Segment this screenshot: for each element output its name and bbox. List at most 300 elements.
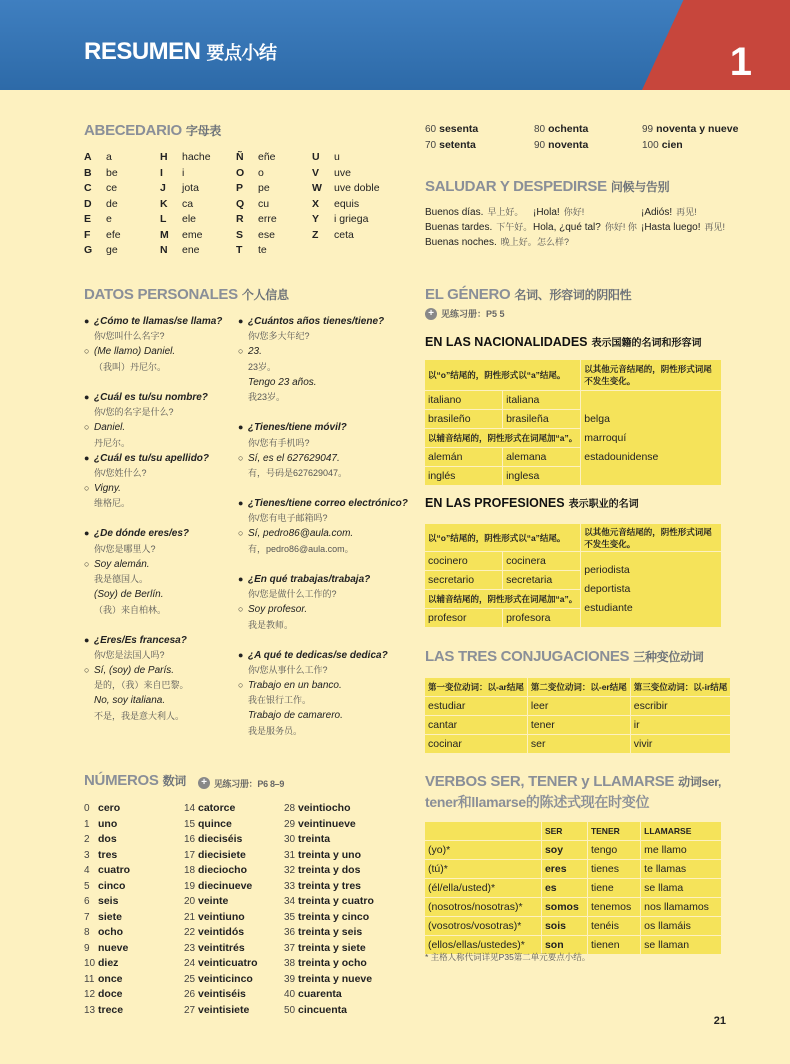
- bullet-icon: ●: [84, 452, 90, 463]
- number-word: ocho: [98, 926, 124, 938]
- number-row: [84, 848, 130, 864]
- number-row: [284, 863, 374, 879]
- genero-title: EL GÉNERO 名词、形容词的阴阳性: [425, 286, 632, 303]
- greeting-item: [641, 205, 697, 221]
- number-row: [284, 987, 374, 1003]
- verb-cell: os llamáis: [641, 917, 722, 936]
- alphabet-name: o: [258, 166, 264, 179]
- number-row: [184, 817, 258, 833]
- verb-cell: nos llamamos: [641, 898, 722, 917]
- verb-cell: sois: [541, 917, 587, 936]
- bullet-icon: ●: [238, 422, 244, 433]
- translation: 你/您叫什么名字?: [94, 331, 165, 342]
- alphabet-name: erre: [258, 213, 277, 225]
- number-row: [184, 941, 258, 957]
- number-digit: 7: [84, 911, 90, 923]
- dialog-line: [238, 678, 418, 693]
- number-word: nueve: [98, 941, 129, 954]
- dialog-line: [238, 451, 418, 466]
- dialog-line: [84, 481, 234, 496]
- spacer: [84, 375, 234, 390]
- number-word: treinta y cinco: [298, 910, 370, 923]
- alphabet-letter: H: [160, 151, 168, 163]
- page-title: RESUMEN 要点小结: [84, 38, 277, 65]
- alphabet-letter: J: [160, 182, 166, 194]
- number-row: [84, 987, 130, 1003]
- dialog-text: Tengo 23 años.: [248, 376, 317, 388]
- number-row: [284, 832, 374, 848]
- number-word: sesenta: [439, 123, 479, 135]
- alphabet-row: [236, 166, 277, 182]
- number-digit: 0: [84, 803, 90, 814]
- greeting-item: [533, 220, 637, 236]
- dialog-text: ¿A qué te dedicas/se dedica?: [248, 649, 388, 661]
- greeting-translation: 再见!: [676, 207, 697, 217]
- footnote: * 主格人称代词详见P35第二单元要点小结。: [425, 952, 591, 962]
- number-word: cincuenta: [298, 1003, 348, 1016]
- number-row: [425, 122, 478, 138]
- verb-cell: son: [541, 936, 587, 955]
- alphabet-name: u: [334, 151, 340, 163]
- number-word: cuarenta: [298, 988, 342, 1000]
- alphabet-row: [236, 197, 277, 213]
- translation: 你/您是法国人吗?: [94, 650, 165, 661]
- translation: 我是教师。: [248, 619, 294, 630]
- dialog-text: ¿Eres/Es francesa?: [94, 634, 187, 646]
- dialog-text: (Soy) de Berlín.: [94, 589, 164, 601]
- alphabet-letter: F: [84, 228, 91, 241]
- spacer: [84, 511, 234, 526]
- alphabet-row: [236, 181, 277, 197]
- dialog-line: [238, 648, 418, 663]
- dialog-text: (Me llamo) Daniel.: [94, 346, 176, 358]
- verb-cell: se llama: [641, 879, 722, 898]
- number-row: [184, 879, 258, 895]
- alphabet-row: [236, 243, 277, 259]
- alphabet-letter: R: [236, 213, 244, 225]
- alphabet-row: [312, 181, 380, 197]
- translation: 我是德国人。: [94, 574, 149, 585]
- alphabet-row: [160, 212, 211, 228]
- number-digit: 2: [84, 834, 90, 845]
- number-digit: 15: [184, 818, 196, 830]
- alphabet-column: [84, 150, 121, 259]
- dialog-line: [84, 344, 234, 359]
- number-digit: 9: [84, 942, 90, 954]
- bullet-icon: ●: [84, 634, 90, 645]
- number-word: treinta y siete: [298, 941, 366, 954]
- alphabet-letter: Q: [236, 197, 245, 210]
- dialog-line: [238, 572, 418, 587]
- number-digit: 34: [284, 896, 296, 907]
- verb-cell: tienes: [587, 860, 640, 879]
- translation: 我在银行工作。: [248, 695, 312, 706]
- number-word: tres: [98, 848, 118, 861]
- number-word: veintiuno: [198, 910, 245, 923]
- number-row: [184, 848, 258, 864]
- verb-cell: tengo: [587, 841, 640, 860]
- dialog-line: [238, 420, 418, 435]
- dialog-line: [238, 314, 418, 329]
- number-digit: 60: [425, 124, 437, 135]
- dialog-text: Soy profesor.: [248, 604, 308, 616]
- number-row: [284, 879, 374, 895]
- number-digit: 3: [84, 849, 90, 861]
- dialog-line: [84, 557, 234, 572]
- number-digit: 39: [284, 973, 296, 985]
- number-digit: 38: [284, 958, 296, 969]
- greeting-item: [641, 235, 645, 251]
- number-digit: 21: [184, 911, 196, 923]
- alphabet-name: eme: [182, 228, 203, 241]
- verb-cell: (vosotros/vosotras)*: [425, 917, 542, 936]
- number-word: veintiocho: [298, 802, 351, 814]
- number-digit: 40: [284, 989, 296, 1000]
- alphabet-name: ceta: [334, 228, 354, 241]
- conjugations-table: 第一变位动词：以-ar结尾 第二变位动词：以-er结尾 第三变位动词：以-ir结尾 estudiar leer escribir cantar tener ir cocinar ser vivir: [424, 677, 731, 754]
- verb-cell: tenéis: [587, 917, 640, 936]
- greeting-translation: 下午好。: [496, 222, 533, 232]
- number-row: [184, 894, 258, 910]
- number-word: treinta y nueve: [298, 972, 373, 985]
- alphabet-row: [160, 197, 211, 213]
- number-row: [184, 987, 258, 1003]
- alphabet-letter: M: [160, 228, 169, 241]
- circle-icon: ○: [238, 680, 244, 691]
- greeting-item: [425, 205, 523, 221]
- alphabet-row: [84, 212, 121, 228]
- alphabet-row: [160, 150, 211, 166]
- verb-cell: (ellos/ellas/ustedes)*: [425, 936, 542, 955]
- alphabet-row: [312, 150, 380, 166]
- number-digit: 22: [184, 927, 196, 938]
- number-word: treinta y uno: [298, 848, 362, 861]
- circle-icon: ○: [238, 604, 244, 615]
- alphabet-row: [84, 166, 121, 182]
- alphabet-letter: Z: [312, 228, 319, 241]
- number-word: cien: [661, 138, 683, 151]
- genero-workbook-ref: + 见练习册：P5 5: [425, 307, 505, 320]
- circle-icon: ○: [238, 346, 244, 357]
- numbers-column: [84, 801, 130, 1018]
- verb-cell: se llaman: [641, 936, 722, 955]
- number-row: [642, 122, 738, 138]
- number-digit: 70: [425, 139, 437, 151]
- number-word: once: [98, 972, 123, 985]
- numbers-column: [284, 801, 374, 1018]
- greeting-text: Buenas noches.: [425, 237, 497, 248]
- greeting-translation: 早上好。: [487, 207, 524, 217]
- bullet-icon: ●: [84, 391, 90, 402]
- nacionalidades-title: EN LAS NACIONALIDADES 表示国籍的名词和形容词: [425, 335, 702, 349]
- alphabet-row: [160, 228, 211, 244]
- alphabet-letter: W: [312, 182, 322, 194]
- verb-cell: tiene: [587, 879, 640, 898]
- number-digit: 36: [284, 927, 296, 938]
- alphabet-letter: P: [236, 182, 244, 194]
- number-digit: 13: [84, 1004, 96, 1016]
- dialog-text: Vigny.: [94, 483, 121, 495]
- number-digit: 4: [84, 865, 90, 876]
- circle-icon: ○: [84, 346, 90, 357]
- number-row: [184, 832, 258, 848]
- greeting-text: Hola, ¿qué tal?: [533, 222, 601, 233]
- number-word: noventa: [548, 138, 589, 151]
- number-word: veintisiete: [198, 1003, 250, 1016]
- number-word: uno: [98, 817, 118, 830]
- alphabet-name: equis: [334, 197, 360, 210]
- alphabet-name: a: [106, 151, 112, 163]
- number-digit: 30: [284, 834, 296, 845]
- numbers-column: [184, 801, 258, 1018]
- greeting-item: [533, 235, 569, 251]
- alphabet-letter: Y: [312, 213, 320, 225]
- alphabet-name: be: [106, 166, 118, 179]
- datos-left-column: [84, 314, 234, 724]
- dialog-text: No, soy italiana.: [94, 695, 166, 707]
- number-row: [184, 956, 258, 972]
- number-word: ochenta: [548, 123, 589, 135]
- verb-cell: (él/ella/usted)*: [425, 879, 542, 898]
- dialog-line: [84, 633, 234, 648]
- number-row: [425, 138, 476, 154]
- dialog-text: ¿De dónde eres/es?: [94, 528, 190, 540]
- translation: 你/您是做什么工作的?: [248, 589, 337, 600]
- number-row: [184, 1003, 258, 1019]
- number-word: veintinueve: [298, 817, 356, 830]
- number-word: veintidós: [198, 926, 245, 938]
- bullet-icon: ●: [238, 498, 244, 509]
- dialog-line: [84, 314, 234, 329]
- greeting-item: [641, 220, 725, 236]
- number-word: veintiséis: [198, 988, 246, 1000]
- translation: 丹尼尔。: [94, 437, 131, 448]
- number-word: quince: [198, 817, 232, 830]
- verb-row: [425, 898, 722, 917]
- number-row: [84, 863, 130, 879]
- page-number: 21: [713, 1015, 726, 1027]
- workbook-ref: + 见练习册：P6 8–9: [198, 777, 284, 790]
- alphabet-name: ca: [182, 197, 194, 210]
- greeting-translation: 你好! 你: [604, 222, 637, 232]
- verb-row: [425, 841, 722, 860]
- number-word: treinta y seis: [298, 926, 363, 938]
- translation: 你/您从事什么工作?: [248, 665, 328, 676]
- circle-icon: ○: [84, 422, 90, 433]
- number-digit: 27: [184, 1004, 196, 1016]
- number-digit: 24: [184, 958, 196, 969]
- number-word: doce: [98, 988, 123, 1000]
- alphabet-name: ge: [106, 244, 118, 256]
- alphabet-name: jota: [182, 182, 199, 194]
- number-row: [84, 972, 130, 988]
- number-row: [284, 894, 374, 910]
- number-word: seis: [98, 895, 119, 907]
- number-word: treinta: [298, 833, 331, 845]
- number-digit: 14: [184, 803, 196, 814]
- greeting-text: ¡Hasta luego!: [641, 222, 701, 233]
- number-digit: 12: [84, 989, 96, 1000]
- number-digit: 16: [184, 834, 196, 845]
- number-digit: 1: [84, 818, 90, 830]
- number-word: siete: [98, 910, 122, 923]
- number-row: [84, 925, 130, 941]
- greeting-text: ¡Adiós!: [641, 207, 673, 218]
- number-word: setenta: [439, 138, 476, 151]
- number-row: [84, 817, 130, 833]
- alphabet-name: te: [258, 244, 267, 256]
- dialog-text: ¿Cuántos años tienes/tiene?: [248, 316, 385, 327]
- number-digit: 5: [84, 880, 90, 892]
- alphabet-letter: I: [160, 166, 163, 179]
- translation: 不是，我是意大利人。: [94, 710, 185, 721]
- greeting-text: ¡Hola!: [533, 207, 560, 218]
- greeting-translation: 怎么样?: [537, 237, 570, 247]
- alphabet-letter: G: [84, 244, 93, 256]
- greeting-text: Buenas tardes.: [425, 222, 493, 233]
- dialog-line: [238, 602, 418, 617]
- number-row: [284, 1003, 374, 1019]
- number-digit: 26: [184, 989, 196, 1000]
- alphabet-name: ene: [182, 244, 200, 256]
- alphabet-name: hache: [182, 151, 211, 163]
- dialog-text: 23.: [248, 346, 262, 358]
- alphabet-name: eñe: [258, 151, 276, 163]
- datos-right-column: [238, 314, 418, 739]
- number-row: [284, 956, 374, 972]
- alphabet-name: efe: [106, 228, 121, 241]
- translation: 我是服务员。: [248, 725, 303, 736]
- number-row: [84, 894, 130, 910]
- verb-cell: soy: [541, 841, 587, 860]
- dialog-line: [238, 708, 418, 723]
- bullet-icon: ●: [238, 573, 244, 584]
- number-row: [284, 972, 374, 988]
- numeros-title: NÚMEROS 数词 + 见练习册：P6 8–9: [84, 772, 285, 789]
- alphabet-name: ce: [106, 182, 118, 194]
- translation: （我叫）丹尼尔。: [94, 361, 167, 372]
- alphabet-row: [312, 228, 380, 244]
- greeting-translation: 晚上好。: [500, 237, 537, 247]
- alphabet-row: [236, 212, 277, 228]
- dialog-text: Sí, (soy) de París.: [94, 665, 175, 677]
- translation: 你/您多大年纪?: [248, 331, 310, 342]
- number-row: [284, 848, 374, 864]
- dialog-line: [84, 390, 234, 405]
- greeting-translation: 你好!: [563, 207, 585, 217]
- spacer: [238, 633, 418, 648]
- datos-title: DATOS PERSONALES 个人信息: [84, 286, 289, 303]
- circle-icon: ○: [238, 528, 244, 539]
- number-row: [84, 956, 130, 972]
- alphabet-column: [236, 150, 277, 259]
- alphabet-name: cu: [258, 197, 270, 210]
- alphabet-letter: L: [160, 213, 167, 225]
- dialog-line: [84, 526, 234, 541]
- verb-row: [425, 879, 722, 898]
- alphabet-row: [84, 243, 121, 259]
- verb-cell: (tú)*: [425, 860, 542, 879]
- profesiones-title: EN LAS PROFESIONES 表示职业的名词: [425, 496, 639, 510]
- number-digit: 20: [184, 896, 196, 907]
- number-word: diecinueve: [198, 879, 253, 892]
- number-row: [84, 832, 130, 848]
- greeting-translation: 再见!: [704, 222, 725, 232]
- verb-cell: somos: [541, 898, 587, 917]
- number-digit: 29: [284, 818, 296, 830]
- number-digit: 99: [642, 124, 654, 135]
- alphabet-name: i griega: [334, 213, 369, 225]
- alphabet-letter: D: [84, 197, 92, 210]
- number-word: diez: [98, 957, 119, 969]
- translation: 你/您有电子邮箱吗?: [248, 513, 328, 524]
- alphabet-letter: Ñ: [236, 151, 244, 163]
- number-row: [184, 972, 258, 988]
- translation: 你/您的名字是什么?: [94, 407, 174, 418]
- dialog-line: [84, 587, 234, 602]
- alphabet-column: [160, 150, 211, 259]
- number-digit: 32: [284, 865, 296, 876]
- alphabet-letter: X: [312, 197, 320, 210]
- circle-icon: ○: [84, 558, 90, 569]
- alphabet-letter: C: [84, 182, 92, 194]
- verb-cell: (nosotros/nosotras)*: [425, 898, 542, 917]
- verbos-title-line2: tener和llamarse的陈述式现在时变位: [425, 794, 650, 810]
- number-digit: 80: [534, 124, 546, 135]
- abecedario-title: ABECEDARIO 字母表: [84, 122, 221, 139]
- number-word: trece: [98, 1003, 124, 1016]
- circle-icon: ○: [84, 483, 90, 494]
- number-word: dos: [98, 833, 117, 845]
- number-row: [284, 910, 374, 926]
- verb-cell: eres: [541, 860, 587, 879]
- saludar-title: SALUDAR Y DESPEDIRSE 问候与告别: [425, 178, 670, 195]
- alphabet-name: ese: [258, 228, 275, 241]
- number-row: [284, 817, 374, 833]
- alphabet-letter: O: [236, 166, 245, 179]
- alphabet-row: [312, 166, 380, 182]
- number-digit: 25: [184, 973, 196, 985]
- number-word: treinta y tres: [298, 879, 362, 892]
- number-row: [534, 122, 588, 138]
- alphabet-letter: T: [236, 244, 243, 256]
- alphabet-row: [312, 212, 380, 228]
- alphabet-row: [236, 228, 277, 244]
- number-row: [642, 138, 683, 154]
- alphabet-row: [160, 243, 211, 259]
- alphabet-row: [160, 181, 211, 197]
- alphabet-name: de: [106, 197, 118, 210]
- verb-cell: tenemos: [587, 898, 640, 917]
- number-row: [184, 801, 258, 817]
- dialog-line: [238, 526, 418, 541]
- dialog-line: [238, 375, 418, 390]
- verbs-table: SER TENER LLAMARSE (yo)* soy tengo me llamo (tú)* eres tienes te llamas (él/ella/usted)* es tiene se llama (nosotros/nosotras)* somos tenemos nos llamamos (vosotros/vosotras)* sois tenéis os llamáis (ellos/ellas/ustedes)* son tienen se llaman: [424, 821, 722, 955]
- greeting-item: [425, 220, 532, 236]
- number-row: [84, 879, 130, 895]
- conj-title: LAS TRES CONJUGACIONES 三种变位动词: [425, 648, 704, 665]
- number-row: [184, 863, 258, 879]
- circle-icon: ○: [84, 665, 90, 676]
- dialog-text: Sí, pedro86@aula.com.: [248, 528, 354, 540]
- dialog-text: ¿En qué trabajas/trabaja?: [248, 573, 371, 585]
- alphabet-letter: E: [84, 213, 92, 225]
- dialog-text: ¿Tienes/tiene móvil?: [248, 422, 347, 434]
- dialog-line: [84, 663, 234, 678]
- translation: 我23岁。: [248, 392, 286, 403]
- dialog-text: ¿Cómo te llamas/se llama?: [94, 316, 223, 327]
- number-word: treinta y ocho: [298, 957, 367, 969]
